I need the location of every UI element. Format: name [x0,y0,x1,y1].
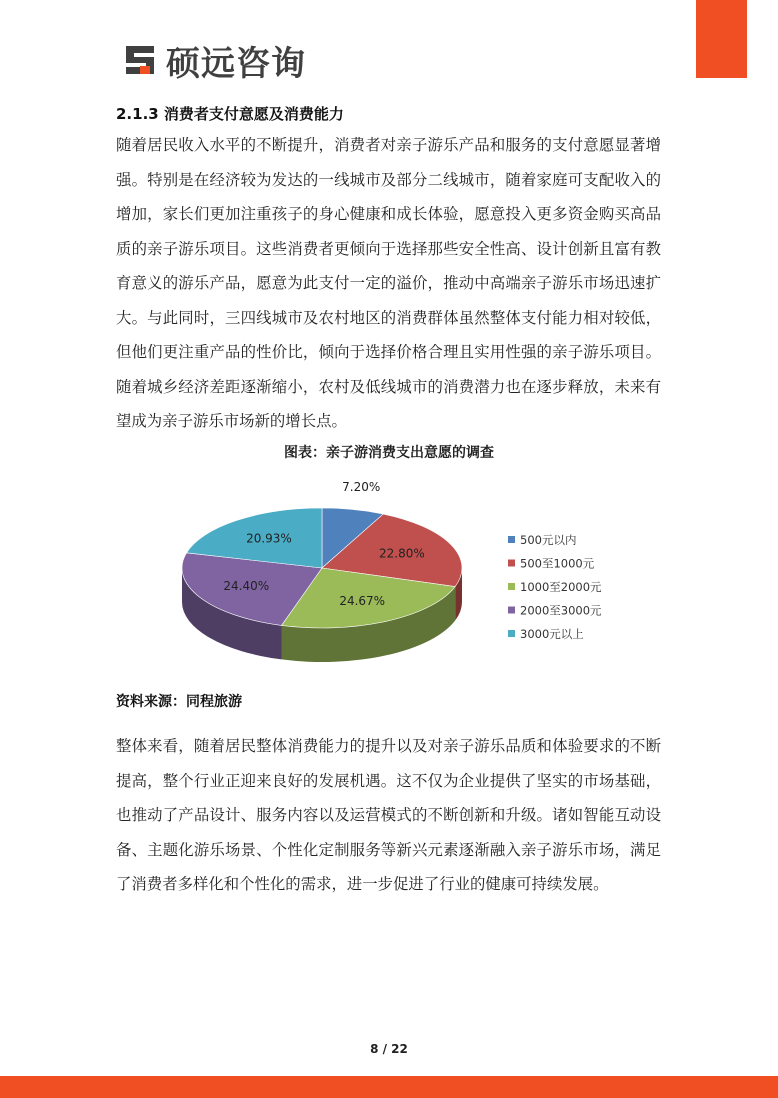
legend-label: 3000元以上 [520,627,584,641]
legend-label: 500元以内 [520,533,577,547]
paragraph-payment-willingness: 随着居民收入水平的不断提升，消费者对亲子游乐产品和服务的支付意愿显著增强。特别是在经济较为发达的一线城市及部分二线城市，随着家庭可支配收入的增加，家长们更加注重孩子的身心健康和成长体验，愿意投入更多资金购买高品质的亲子游乐项目。这些消费者更倾向于选择那些安全性高、设计创新且富有教育意义的游乐产品，愿意为此支付一定的溢价，推动中高端亲子游乐市场迅速扩大。与此同时，三四线城市及农村地区的消费群体虽然整体支付能力相对较低，但他们更注重产品的性价比，倾向于选择价格合理且实用性强的亲子游乐项目。随着城乡经济差距逐渐缩小，农村及低线城市的消费潜力也在逐步释放，未来有望成为亲子游乐市场新的增长点。 [116,136,661,430]
pie-data-label: 22.80% [378,546,425,561]
legend-swatch [508,560,515,567]
legend-swatch [508,630,515,637]
legend-label: 500至1000元 [520,556,595,571]
source-note: 资料来源：同程旅游 [116,694,242,710]
pie-data-label: 24.40% [223,579,270,594]
footer-accent-bar [0,1076,778,1098]
brand-name: 硕远咨询 [166,43,306,84]
paragraph-industry-outlook: 整体来看，随着居民整体消费能力的提升以及对亲子游乐品质和体验要求的不断提高，整个行业正迎来良好的发展机遇。这不仅为企业提供了坚实的市场基础，也推动了产品设计、服务内容以及运营模式的不断创新和升级。诸如智能互动设备、主题化游乐场景、个性化定制服务等新兴元素逐渐融入亲子游乐市场，满足了消费者多样化和个性化的需求，进一步促进了行业的健康可持续发展。 [116,737,661,893]
pie-data-label: 24.67% [339,593,386,608]
chart-legend [508,533,602,641]
section-heading: 2.1.3 消费者支付意愿及消费能力 [116,105,344,123]
pie-data-label: 20.93% [246,531,292,546]
legend-label: 1000至2000元 [520,580,602,594]
s-logo-icon [122,42,158,78]
pie-slices [182,508,462,628]
legend-swatch [508,536,515,543]
chart-title: 图表：亲子游消费支出意愿的调查 [284,445,494,461]
legend-swatch [508,583,515,590]
page-number: 8 / 22 [370,1042,408,1056]
pie-data-label: 7.20% [342,479,381,494]
brand-logo [122,38,306,82]
corner-accent-block [696,0,747,78]
legend-swatch [508,607,515,614]
pie-chart [170,478,630,673]
legend-label: 2000至3000元 [520,603,602,618]
